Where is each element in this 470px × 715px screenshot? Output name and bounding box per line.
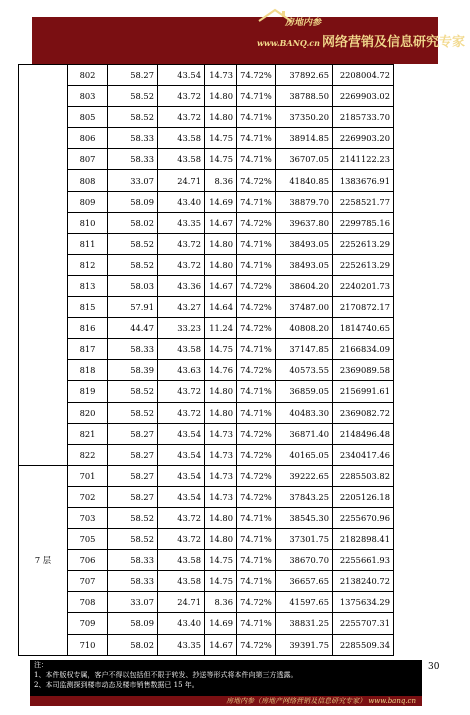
usable-area-cell: 43.58 bbox=[158, 128, 205, 149]
unit-number-cell: 808 bbox=[68, 170, 108, 191]
floor-label bbox=[19, 65, 68, 466]
gross-area-cell: 58.33 bbox=[108, 339, 158, 360]
gross-area-cell: 33.07 bbox=[108, 170, 158, 191]
unit-number-cell: 815 bbox=[68, 297, 108, 318]
unit-price-cell: 36871.40 bbox=[276, 423, 333, 444]
efficiency-rate-cell: 74.71% bbox=[237, 402, 276, 423]
usable-area-cell: 43.40 bbox=[158, 613, 205, 634]
efficiency-rate-cell: 74.72% bbox=[237, 423, 276, 444]
gross-area-cell: 58.33 bbox=[108, 550, 158, 571]
table-row bbox=[19, 191, 394, 212]
efficiency-rate-cell: 74.71% bbox=[237, 149, 276, 170]
shared-area-cell: 14.73 bbox=[205, 486, 237, 507]
gross-area-cell: 58.52 bbox=[108, 233, 158, 254]
unit-number-cell: 710 bbox=[68, 634, 108, 655]
shared-area-cell: 8.36 bbox=[205, 592, 237, 613]
unit-number-cell: 805 bbox=[68, 107, 108, 128]
unit-price-cell: 37843.25 bbox=[276, 486, 333, 507]
usable-area-cell: 43.72 bbox=[158, 402, 205, 423]
total-price-cell: 2340417.46 bbox=[333, 444, 394, 465]
gross-area-cell: 58.52 bbox=[108, 507, 158, 528]
note-label: 注： bbox=[34, 661, 48, 669]
gross-area-cell: 58.52 bbox=[108, 529, 158, 550]
unit-price-cell: 40573.55 bbox=[276, 360, 333, 381]
efficiency-rate-cell: 74.71% bbox=[237, 128, 276, 149]
usable-area-cell: 43.54 bbox=[158, 423, 205, 444]
usable-area-cell: 43.54 bbox=[158, 444, 205, 465]
unit-price-cell: 38604.20 bbox=[276, 275, 333, 296]
sales-table-body bbox=[19, 65, 394, 656]
unit-price-cell: 38493.05 bbox=[276, 233, 333, 254]
shared-area-cell: 14.69 bbox=[205, 613, 237, 634]
table-row bbox=[19, 275, 394, 296]
usable-area-cell: 43.54 bbox=[158, 465, 205, 486]
efficiency-rate-cell: 74.71% bbox=[237, 571, 276, 592]
total-price-cell: 2182898.41 bbox=[333, 529, 394, 550]
table-row bbox=[19, 212, 394, 233]
efficiency-rate-cell: 74.71% bbox=[237, 233, 276, 254]
table-row bbox=[19, 423, 394, 444]
unit-number-cell: 702 bbox=[68, 486, 108, 507]
shared-area-cell: 14.64 bbox=[205, 297, 237, 318]
unit-price-cell: 38670.70 bbox=[276, 550, 333, 571]
gross-area-cell: 58.27 bbox=[108, 65, 158, 86]
efficiency-rate-cell: 74.72% bbox=[237, 634, 276, 655]
unit-price-cell: 40165.05 bbox=[276, 444, 333, 465]
total-price-cell: 2141122.23 bbox=[333, 149, 394, 170]
total-price-cell: 2369082.72 bbox=[333, 402, 394, 423]
unit-number-cell: 813 bbox=[68, 275, 108, 296]
unit-number-cell: 819 bbox=[68, 381, 108, 402]
usable-area-cell: 43.72 bbox=[158, 381, 205, 402]
gross-area-cell: 58.39 bbox=[108, 360, 158, 381]
total-price-cell: 2205126.18 bbox=[333, 486, 394, 507]
shared-area-cell: 14.67 bbox=[205, 212, 237, 233]
usable-area-cell: 43.58 bbox=[158, 149, 205, 170]
unit-number-cell: 810 bbox=[68, 212, 108, 233]
floor-label: 7 层 bbox=[19, 465, 68, 655]
efficiency-rate-cell: 74.72% bbox=[237, 592, 276, 613]
table-row bbox=[19, 318, 394, 339]
total-price-cell: 2148496.48 bbox=[333, 423, 394, 444]
unit-price-cell: 37147.85 bbox=[276, 339, 333, 360]
gross-area-cell: 33.07 bbox=[108, 592, 158, 613]
unit-number-cell: 818 bbox=[68, 360, 108, 381]
unit-price-cell: 36859.05 bbox=[276, 381, 333, 402]
usable-area-cell: 43.54 bbox=[158, 486, 205, 507]
unit-price-cell: 41597.65 bbox=[276, 592, 333, 613]
note-line-1: 1、本件版权专属，客户不得以包括但不限于转发、抄送等形式将本件向第三方透露。 bbox=[34, 671, 298, 679]
usable-area-cell: 43.54 bbox=[158, 65, 205, 86]
shared-area-cell: 14.80 bbox=[205, 402, 237, 423]
total-price-cell: 2170872.17 bbox=[333, 297, 394, 318]
efficiency-rate-cell: 74.71% bbox=[237, 191, 276, 212]
shared-area-cell: 14.75 bbox=[205, 571, 237, 592]
unit-price-cell: 38493.05 bbox=[276, 254, 333, 275]
total-price-cell: 1375634.29 bbox=[333, 592, 394, 613]
page-number: 30 bbox=[428, 662, 440, 672]
efficiency-rate-cell: 74.72% bbox=[237, 444, 276, 465]
note-line-2: 2、本司监测探到楼市动态及楼市销售数据已 15 年。 bbox=[34, 681, 199, 689]
gross-area-cell: 58.52 bbox=[108, 86, 158, 107]
sales-price-table bbox=[18, 64, 394, 656]
total-price-cell: 2138240.72 bbox=[333, 571, 394, 592]
table-row bbox=[19, 297, 394, 318]
gross-area-cell: 58.52 bbox=[108, 402, 158, 423]
efficiency-rate-cell: 74.71% bbox=[237, 529, 276, 550]
gross-area-cell: 58.27 bbox=[108, 444, 158, 465]
table-row bbox=[19, 444, 394, 465]
shared-area-cell: 14.80 bbox=[205, 254, 237, 275]
gross-area-cell: 44.47 bbox=[108, 318, 158, 339]
efficiency-rate-cell: 74.72% bbox=[237, 170, 276, 191]
table-row bbox=[19, 149, 394, 170]
efficiency-rate-cell: 74.71% bbox=[237, 86, 276, 107]
gross-area-cell: 58.52 bbox=[108, 381, 158, 402]
table-row bbox=[19, 550, 394, 571]
shared-area-cell: 8.36 bbox=[205, 170, 237, 191]
gross-area-cell: 58.02 bbox=[108, 212, 158, 233]
shared-area-cell: 14.80 bbox=[205, 381, 237, 402]
unit-price-cell: 37892.65 bbox=[276, 65, 333, 86]
efficiency-rate-cell: 74.72% bbox=[237, 212, 276, 233]
unit-price-cell: 38879.70 bbox=[276, 191, 333, 212]
usable-area-cell: 43.58 bbox=[158, 571, 205, 592]
table-row bbox=[19, 65, 394, 86]
efficiency-rate-cell: 74.72% bbox=[237, 297, 276, 318]
gross-area-cell: 58.27 bbox=[108, 423, 158, 444]
total-price-cell: 2156991.61 bbox=[333, 381, 394, 402]
efficiency-rate-cell: 74.71% bbox=[237, 107, 276, 128]
shared-area-cell: 14.75 bbox=[205, 550, 237, 571]
table-row bbox=[19, 254, 394, 275]
total-price-cell: 2185733.70 bbox=[333, 107, 394, 128]
unit-number-cell: 807 bbox=[68, 149, 108, 170]
usable-area-cell: 43.72 bbox=[158, 507, 205, 528]
shared-area-cell: 14.69 bbox=[205, 191, 237, 212]
unit-number-cell: 701 bbox=[68, 465, 108, 486]
logo-title bbox=[257, 31, 465, 50]
usable-area-cell: 43.72 bbox=[158, 529, 205, 550]
usable-area-cell: 43.35 bbox=[158, 634, 205, 655]
total-price-cell: 2252613.29 bbox=[333, 254, 394, 275]
usable-area-cell: 43.27 bbox=[158, 297, 205, 318]
unit-number-cell: 812 bbox=[68, 254, 108, 275]
total-price-cell: 2255661.93 bbox=[333, 550, 394, 571]
table-row bbox=[19, 507, 394, 528]
table-row bbox=[19, 107, 394, 128]
shared-area-cell: 14.73 bbox=[205, 444, 237, 465]
efficiency-rate-cell: 74.72% bbox=[237, 65, 276, 86]
shared-area-cell: 14.75 bbox=[205, 149, 237, 170]
table-row bbox=[19, 486, 394, 507]
unit-price-cell: 36707.05 bbox=[276, 149, 333, 170]
unit-number-cell: 817 bbox=[68, 339, 108, 360]
usable-area-cell: 33.23 bbox=[158, 318, 205, 339]
shared-area-cell: 14.67 bbox=[205, 275, 237, 296]
unit-number-cell: 803 bbox=[68, 86, 108, 107]
efficiency-rate-cell: 74.72% bbox=[237, 486, 276, 507]
unit-number-cell: 708 bbox=[68, 592, 108, 613]
unit-number-cell: 802 bbox=[68, 65, 108, 86]
total-price-cell: 2166834.09 bbox=[333, 339, 394, 360]
shared-area-cell: 11.24 bbox=[205, 318, 237, 339]
unit-number-cell: 705 bbox=[68, 529, 108, 550]
total-price-cell: 2208004.72 bbox=[333, 65, 394, 86]
total-price-cell: 1814740.65 bbox=[333, 318, 394, 339]
usable-area-cell: 24.71 bbox=[158, 592, 205, 613]
table-row bbox=[19, 529, 394, 550]
usable-area-cell: 43.72 bbox=[158, 233, 205, 254]
gross-area-cell: 58.03 bbox=[108, 275, 158, 296]
table-row bbox=[19, 402, 394, 423]
total-price-cell: 2252613.29 bbox=[333, 233, 394, 254]
unit-price-cell: 39637.80 bbox=[276, 212, 333, 233]
gross-area-cell: 58.09 bbox=[108, 613, 158, 634]
total-price-cell: 2255670.96 bbox=[333, 507, 394, 528]
shared-area-cell: 14.75 bbox=[205, 339, 237, 360]
table-row bbox=[19, 128, 394, 149]
table-row bbox=[19, 465, 394, 486]
table-row bbox=[19, 233, 394, 254]
unit-price-cell: 38545.30 bbox=[276, 507, 333, 528]
efficiency-rate-cell: 74.71% bbox=[237, 254, 276, 275]
gross-area-cell: 58.27 bbox=[108, 486, 158, 507]
unit-price-cell: 39391.75 bbox=[276, 634, 333, 655]
banq-logo bbox=[255, 7, 465, 51]
unit-number-cell: 707 bbox=[68, 571, 108, 592]
gross-area-cell: 58.33 bbox=[108, 149, 158, 170]
unit-price-cell: 37350.20 bbox=[276, 107, 333, 128]
table-row bbox=[19, 170, 394, 191]
unit-price-cell: 38831.25 bbox=[276, 613, 333, 634]
unit-number-cell: 820 bbox=[68, 402, 108, 423]
gross-area-cell: 58.33 bbox=[108, 571, 158, 592]
efficiency-rate-cell: 74.72% bbox=[237, 275, 276, 296]
unit-number-cell: 816 bbox=[68, 318, 108, 339]
usable-area-cell: 43.63 bbox=[158, 360, 205, 381]
unit-price-cell: 36657.65 bbox=[276, 571, 333, 592]
logo-url: www.BANQ.cn bbox=[257, 38, 320, 48]
table-row bbox=[19, 571, 394, 592]
total-price-cell: 2255707.31 bbox=[333, 613, 394, 634]
efficiency-rate-cell: 74.72% bbox=[237, 465, 276, 486]
total-price-cell: 2285503.82 bbox=[333, 465, 394, 486]
total-price-cell: 1383676.91 bbox=[333, 170, 394, 191]
usable-area-cell: 43.40 bbox=[158, 191, 205, 212]
shared-area-cell: 14.80 bbox=[205, 507, 237, 528]
gross-area-cell: 58.09 bbox=[108, 191, 158, 212]
shared-area-cell: 14.73 bbox=[205, 465, 237, 486]
usable-area-cell: 43.58 bbox=[158, 550, 205, 571]
efficiency-rate-cell: 74.71% bbox=[237, 550, 276, 571]
unit-price-cell: 40483.30 bbox=[276, 402, 333, 423]
shared-area-cell: 14.75 bbox=[205, 128, 237, 149]
total-price-cell: 2269903.02 bbox=[333, 86, 394, 107]
unit-number-cell: 706 bbox=[68, 550, 108, 571]
total-price-cell: 2285509.34 bbox=[333, 634, 394, 655]
gross-area-cell: 58.27 bbox=[108, 465, 158, 486]
shared-area-cell: 14.76 bbox=[205, 360, 237, 381]
unit-number-cell: 822 bbox=[68, 444, 108, 465]
gross-area-cell: 58.02 bbox=[108, 634, 158, 655]
shared-area-cell: 14.80 bbox=[205, 107, 237, 128]
table-row bbox=[19, 613, 394, 634]
usable-area-cell: 24.71 bbox=[158, 170, 205, 191]
unit-number-cell: 703 bbox=[68, 507, 108, 528]
table-row bbox=[19, 634, 394, 655]
unit-price-cell: 40808.20 bbox=[276, 318, 333, 339]
shared-area-cell: 14.73 bbox=[205, 423, 237, 444]
unit-price-cell: 38914.85 bbox=[276, 128, 333, 149]
unit-number-cell: 811 bbox=[68, 233, 108, 254]
usable-area-cell: 43.35 bbox=[158, 212, 205, 233]
total-price-cell: 2299785.16 bbox=[333, 212, 394, 233]
table-row bbox=[19, 592, 394, 613]
usable-area-cell: 43.72 bbox=[158, 86, 205, 107]
logo-title-text: 网络营销及信息研究专家 bbox=[321, 35, 465, 50]
gross-area-cell: 58.52 bbox=[108, 107, 158, 128]
usable-area-cell: 43.72 bbox=[158, 107, 205, 128]
usable-area-cell: 43.72 bbox=[158, 254, 205, 275]
unit-price-cell: 41840.85 bbox=[276, 170, 333, 191]
total-price-cell: 2240201.73 bbox=[333, 275, 394, 296]
usable-area-cell: 43.36 bbox=[158, 275, 205, 296]
unit-number-cell: 709 bbox=[68, 613, 108, 634]
unit-number-cell: 821 bbox=[68, 423, 108, 444]
unit-price-cell: 39222.65 bbox=[276, 465, 333, 486]
shared-area-cell: 14.80 bbox=[205, 86, 237, 107]
shared-area-cell: 14.67 bbox=[205, 634, 237, 655]
gross-area-cell: 57.91 bbox=[108, 297, 158, 318]
logo-tagline: 房地内参 bbox=[285, 18, 322, 28]
total-price-cell: 2369089.58 bbox=[333, 360, 394, 381]
footer-notes bbox=[30, 660, 422, 698]
table-row bbox=[19, 381, 394, 402]
efficiency-rate-cell: 74.71% bbox=[237, 507, 276, 528]
unit-price-cell: 38788.50 bbox=[276, 86, 333, 107]
shared-area-cell: 14.80 bbox=[205, 529, 237, 550]
unit-price-cell: 37487.00 bbox=[276, 297, 333, 318]
efficiency-rate-cell: 74.71% bbox=[237, 613, 276, 634]
total-price-cell: 2269903.20 bbox=[333, 128, 394, 149]
efficiency-rate-cell: 74.71% bbox=[237, 381, 276, 402]
unit-price-cell: 37301.75 bbox=[276, 529, 333, 550]
efficiency-rate-cell: 74.72% bbox=[237, 360, 276, 381]
table-row bbox=[19, 360, 394, 381]
gross-area-cell: 58.52 bbox=[108, 254, 158, 275]
gross-area-cell: 58.33 bbox=[108, 128, 158, 149]
efficiency-rate-cell: 74.72% bbox=[237, 318, 276, 339]
unit-number-cell: 806 bbox=[68, 128, 108, 149]
unit-number-cell: 809 bbox=[68, 191, 108, 212]
shared-area-cell: 14.73 bbox=[205, 65, 237, 86]
efficiency-rate-cell: 74.71% bbox=[237, 339, 276, 360]
usable-area-cell: 43.58 bbox=[158, 339, 205, 360]
total-price-cell: 2258521.77 bbox=[333, 191, 394, 212]
shared-area-cell: 14.80 bbox=[205, 233, 237, 254]
footer-bar: 房地内参（房地产网络营销及信息研究专家） www.banq.cn bbox=[30, 696, 422, 706]
table-row bbox=[19, 339, 394, 360]
table-row bbox=[19, 86, 394, 107]
